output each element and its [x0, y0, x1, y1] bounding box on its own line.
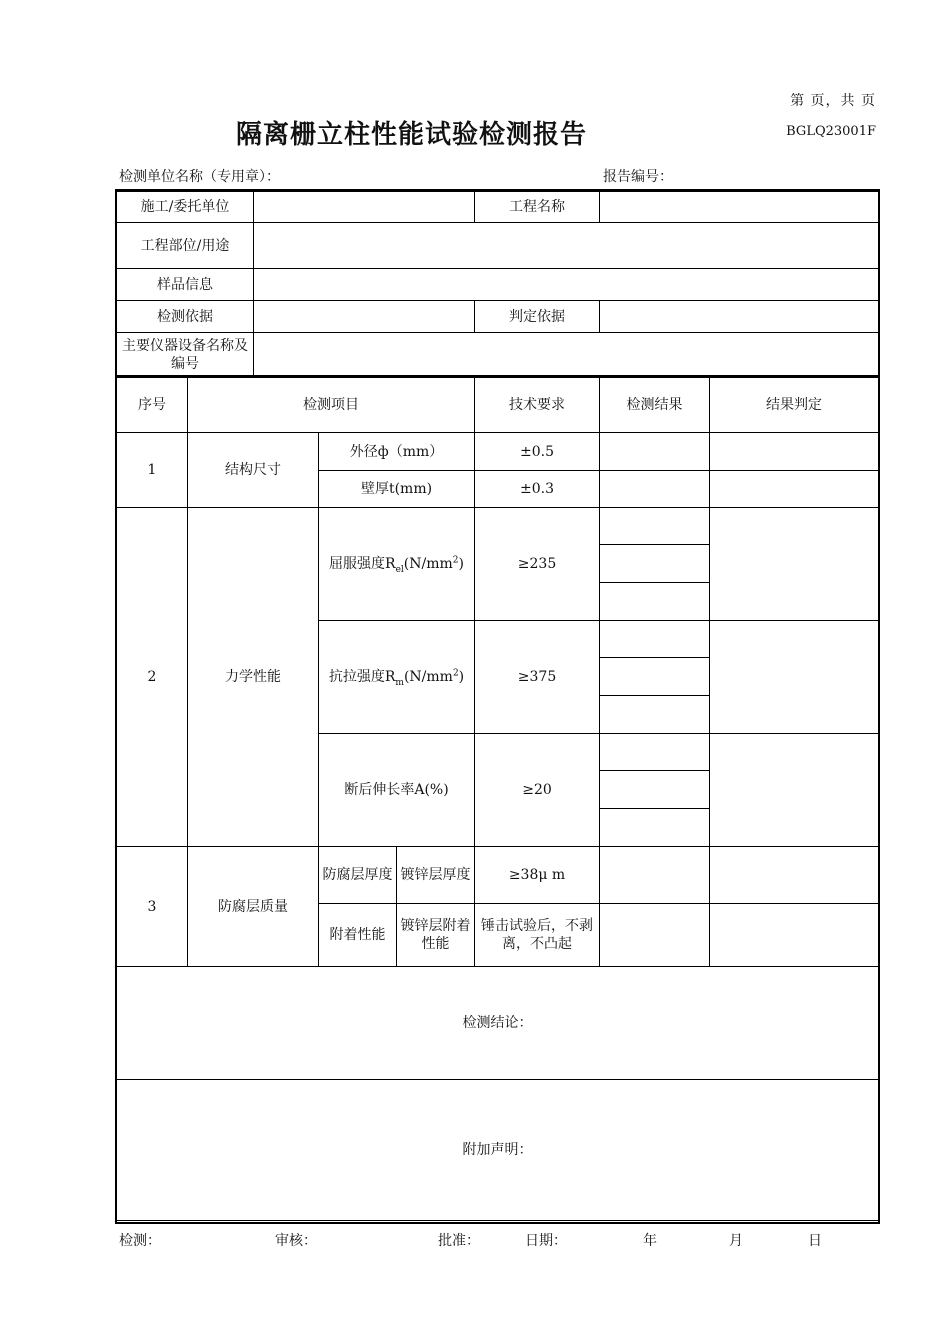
row1-category: 结构尺寸 [188, 433, 319, 508]
wall-thickness-requirement: ±0.3 [475, 471, 600, 508]
tensile-judgement[interactable] [710, 621, 879, 734]
yield-strength-label: 屈服强度$R_{el}(N/mm^2)$ [319, 508, 475, 621]
zinc-adhesion-judgement[interactable] [710, 904, 879, 967]
outer-diameter-result[interactable] [600, 433, 710, 471]
yield-judgement[interactable] [710, 508, 879, 621]
zinc-adhesion-requirement: 锤击试验后，不剥离，不凸起 [475, 904, 600, 967]
yield-strength-requirement: ≥235 [475, 508, 600, 621]
footer-year: 年 [643, 1233, 657, 1249]
info-table [116, 191, 879, 377]
adhesion-label: 附着性能 [319, 904, 397, 967]
elongation-result-3[interactable] [600, 809, 710, 847]
report-title: 隔离栅立柱性能试验检测报告 [236, 120, 588, 150]
conclusion-label: 检测结论： [462, 1015, 533, 1031]
judge-basis-value[interactable] [600, 301, 879, 333]
conclusion-box[interactable] [117, 967, 879, 1080]
footer-reviewer: 审核： [275, 1233, 317, 1249]
footer-tester: 检测： [119, 1233, 161, 1249]
zinc-adhesion-label: 镀锌层附着性能 [397, 904, 475, 967]
row2-category: 力学性能 [188, 508, 319, 847]
col-requirement: 技术要求 [475, 378, 600, 433]
yield-result-2[interactable] [600, 545, 710, 583]
elongation-result-1[interactable] [600, 734, 710, 771]
coating-thickness-label: 防腐层厚度 [319, 847, 397, 904]
location-value[interactable] [254, 223, 879, 269]
tensile-result-1[interactable] [600, 621, 710, 658]
tensile-result-2[interactable] [600, 658, 710, 696]
tensile-strength-requirement: ≥375 [475, 621, 600, 734]
zinc-thickness-label: 镀锌层厚度 [397, 847, 475, 904]
row3-seq: 3 [117, 847, 188, 967]
judge-basis-label: 判定依据 [475, 301, 600, 333]
wall-thickness-result[interactable] [600, 471, 710, 508]
zinc-adhesion-result[interactable] [600, 904, 710, 967]
statement-label: 附加声明： [462, 1142, 533, 1158]
outer-diameter-label: 外径ф（mm） [319, 433, 475, 471]
footer-month: 月 [729, 1233, 743, 1249]
zinc-thickness-result[interactable] [600, 847, 710, 904]
elongation-requirement: ≥20 [475, 734, 600, 847]
statement-box[interactable] [117, 1080, 879, 1221]
col-item: 检测项目 [188, 378, 475, 433]
sample-info-label: 样品信息 [117, 269, 254, 301]
sample-info-value[interactable] [254, 269, 879, 301]
footer-approver: 批准： [438, 1233, 480, 1249]
row1-seq: 1 [117, 433, 188, 508]
outer-diameter-judgement[interactable] [710, 433, 879, 471]
tensile-result-3[interactable] [600, 696, 710, 734]
col-seq: 序号 [117, 378, 188, 433]
wall-thickness-judgement[interactable] [710, 471, 879, 508]
row2-seq: 2 [117, 508, 188, 847]
elongation-result-2[interactable] [600, 771, 710, 809]
client-label: 施工/委托单位 [117, 192, 254, 223]
col-judgement: 结果判定 [710, 378, 879, 433]
col-result: 检测结果 [600, 378, 710, 433]
test-basis-label: 检测依据 [117, 301, 254, 333]
elongation-label: 断后伸长率A(%) [319, 734, 475, 847]
page-number-info: 第 页，共 页 [790, 93, 876, 109]
zinc-thickness-requirement: ≥38μ m [475, 847, 600, 904]
row3-category: 防腐层质量 [188, 847, 319, 967]
location-label: 工程部位/用途 [117, 223, 254, 269]
yield-result-1[interactable] [600, 508, 710, 545]
project-name-value[interactable] [600, 192, 879, 223]
equipment-label: 主要仪器设备名称及编号 [117, 333, 254, 377]
testing-unit-label: 检测单位名称（专用章）： [119, 169, 280, 185]
outer-diameter-requirement: ±0.5 [475, 433, 600, 471]
footer-date: 日期： [525, 1233, 567, 1249]
footer-day: 日 [808, 1233, 822, 1249]
tensile-strength-label: 抗拉强度$R_m(N/mm^2)$ [319, 621, 475, 734]
client-value[interactable] [254, 192, 475, 223]
equipment-value[interactable] [254, 333, 879, 377]
wall-thickness-label: 壁厚t(mm) [319, 471, 475, 508]
project-name-label: 工程名称 [475, 192, 600, 223]
yield-result-3[interactable] [600, 583, 710, 621]
zinc-thickness-judgement[interactable] [710, 847, 879, 904]
elongation-judgement[interactable] [710, 734, 879, 847]
test-basis-value[interactable] [254, 301, 475, 333]
test-items-table [116, 377, 879, 1221]
report-number-label: 报告编号： [603, 169, 673, 185]
form-code: BGLQ23001F [786, 124, 876, 139]
